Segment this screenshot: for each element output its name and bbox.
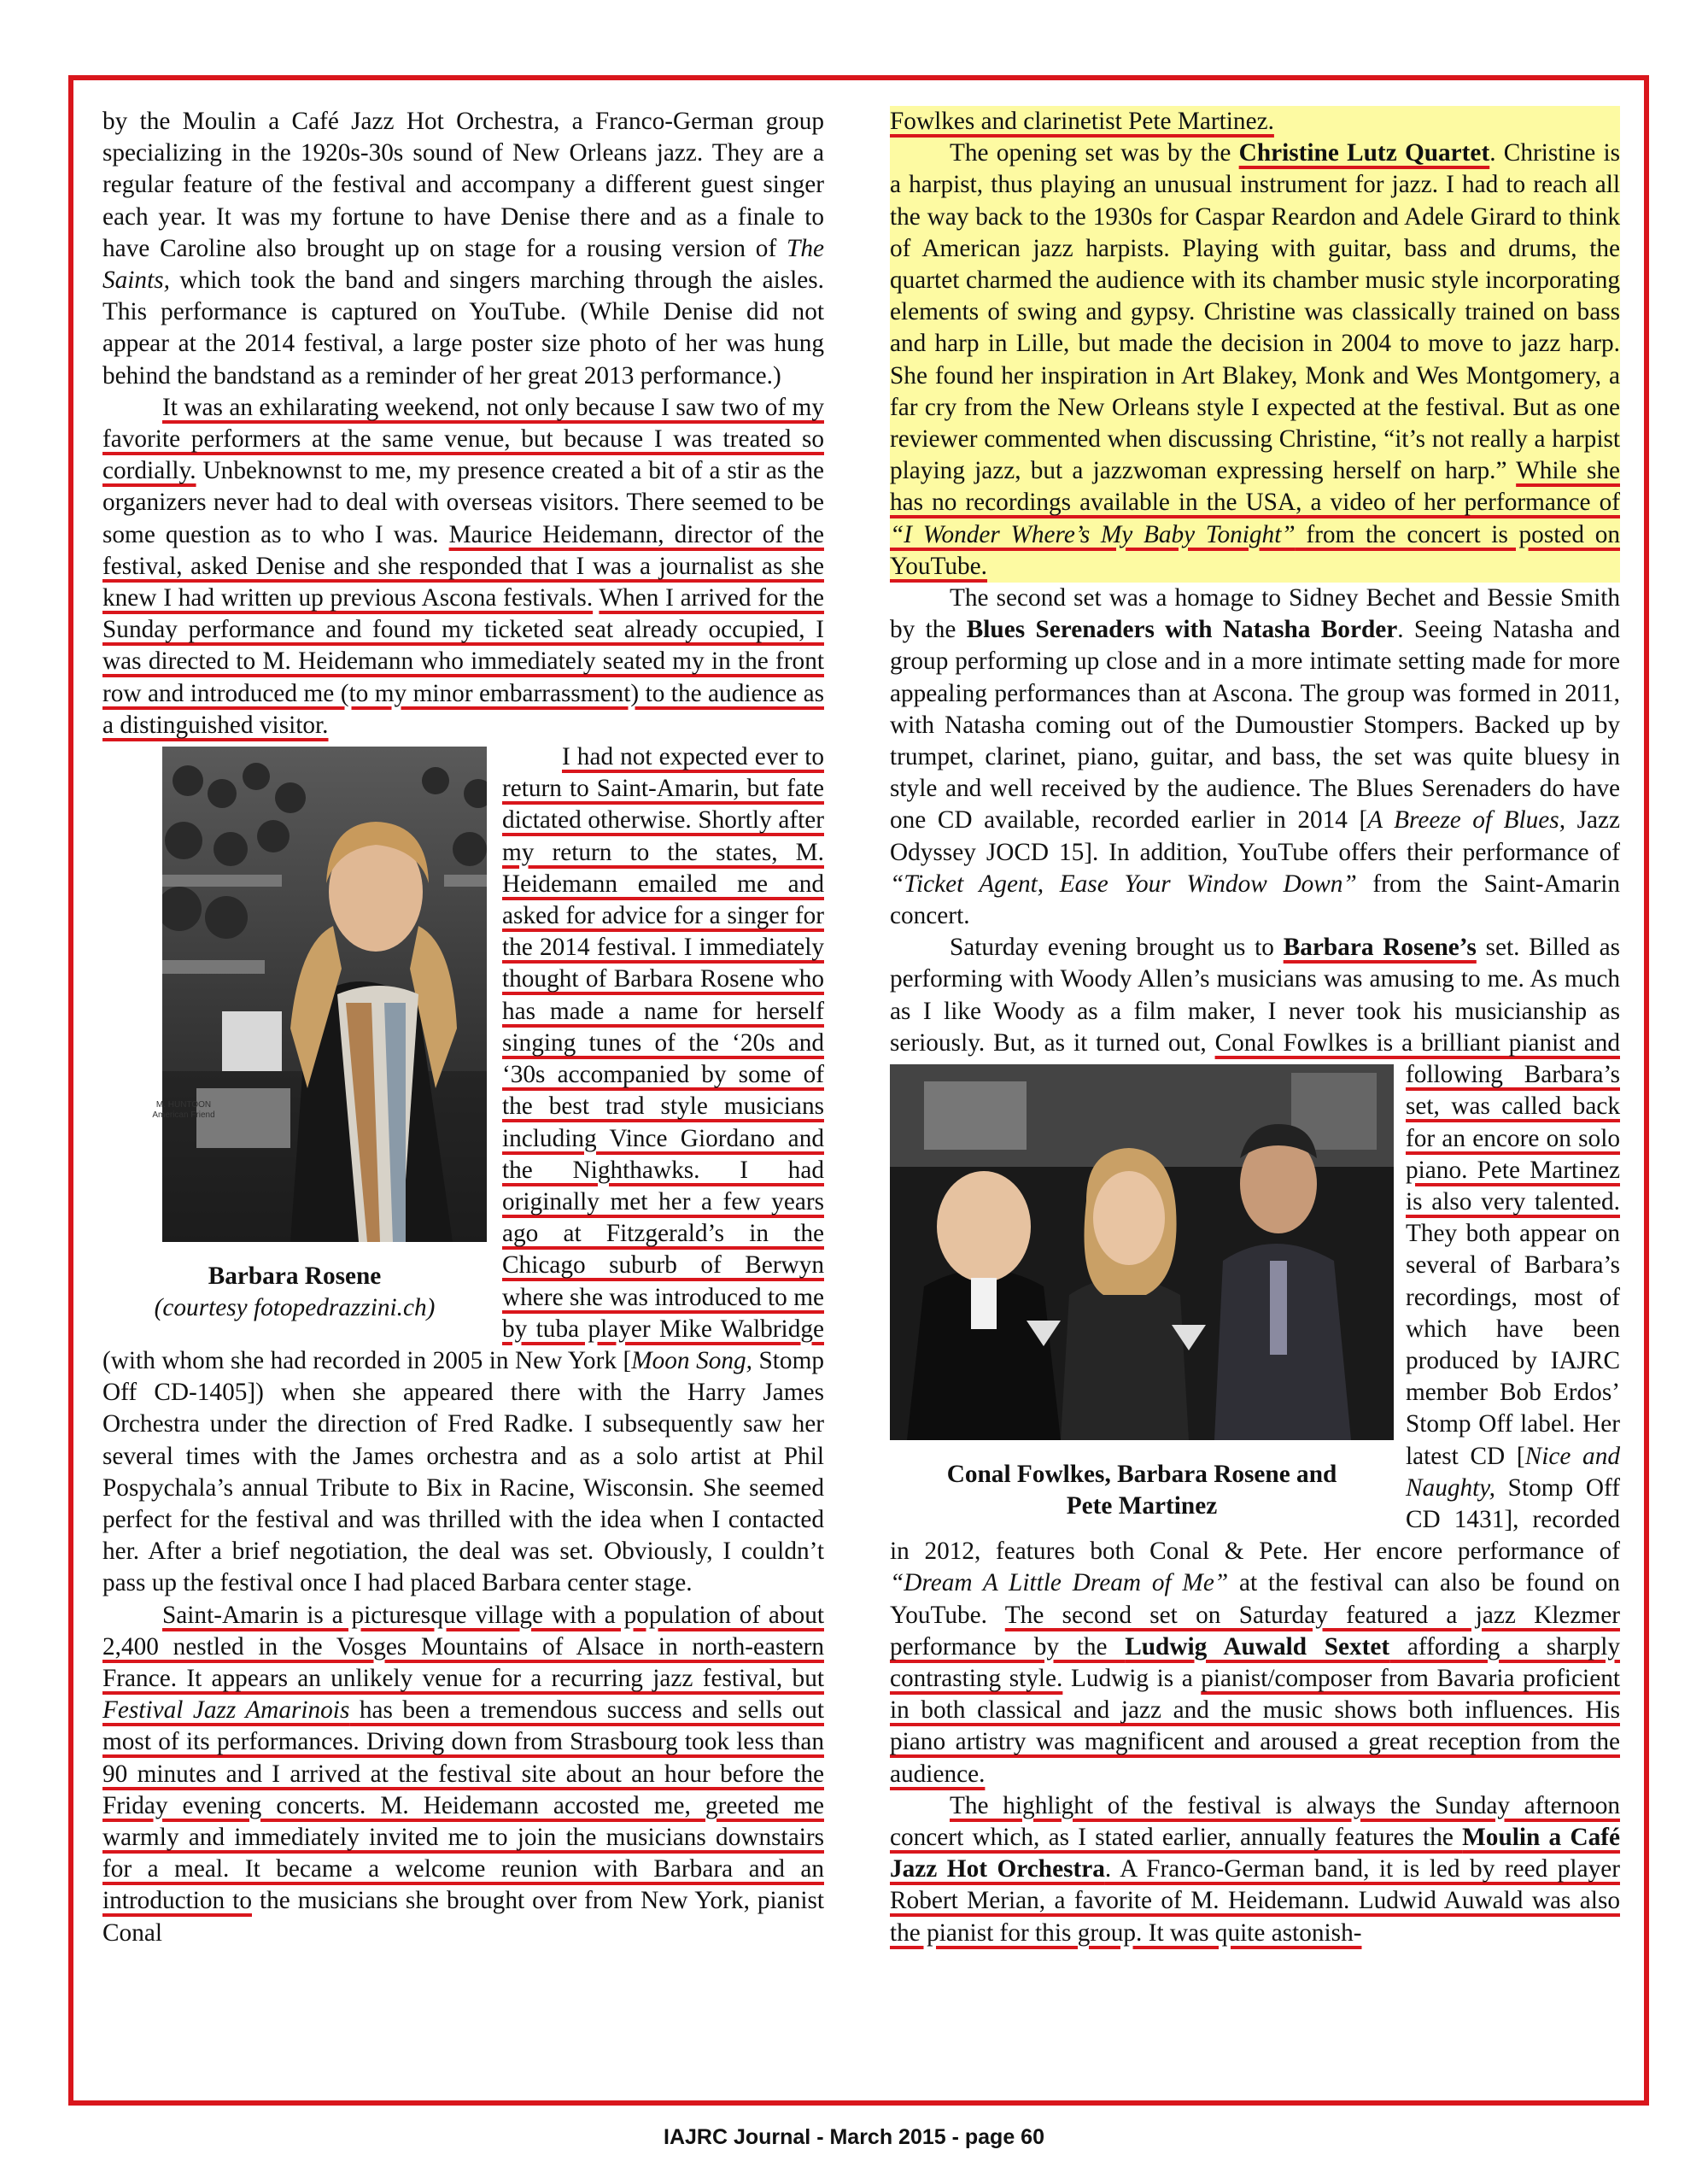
paragraph: The second set was a homage to Sidney Bechet and Bessie Smith by the Blues Serenaders with Natasha Border. Seeing Natasha and group performing up close and in a more intimate setting made for more appealing performances than at Ascona. The group was formed in 2011, with Natasha coming out of the Dumoustier Stompers. Backed up by trumpet, clarinet, piano, guitar, and bass, the set was quite bluesy in style and well received by the audience. The Blues Serenaders do have one CD available, recorded earlier in 2014 [A Breeze of Blues, Jazz Odyssey JOCD 15]. In addition, YouTube offers their performance of “Ticket Agent, Ease Your Window Down” from the Saint-Amarin concert. bbox=[890, 584, 1621, 930]
photo-image bbox=[890, 1064, 1394, 1440]
caption-name: Barbara Rosene bbox=[208, 1262, 382, 1291]
highlighted-block bbox=[890, 106, 1620, 583]
paragraph: It was an exhilarating weekend, not only because I saw two of my favorite performers at the same venue, but because I was treated so cordially. Unbeknownst to me, my presence created a bit of a stir as the organizers never had to deal with overseas visitors. There seemed to be some question as to who I was. Maurice Heidemann, director of the festival, asked Denise and she responded that I was a journalist as she knew I had written up previous Ascona festivals. When I arrived for the Sunday performance and found my ticketed seat already occupied, I was directed to M. Heidemann who immediately seated my in the front row and introduced me (to my minor embarrassment) to the audience as a distinguished visitor. bbox=[102, 393, 825, 739]
photo-figure bbox=[102, 747, 487, 1324]
paragraph: Saturday evening brought us to Barbara Rosene’s set. Billed as performing with Woody Allen’s musicians was amusing to me. As much as I like Woody as a film maker, I never took his musicianship as seriously. But, as it turned out, Conal Fowlkes, Barbara Rosene and Pete Martinez Conal Fowlkes is a brilliant pianist and following Barbara’s set, was called back for an encore on solo piano. Pete Martinez is also very talented. They both appear on several of Barbara’s recordings, most of which have been produced by IAJRC member Bob Erdos’ Stomp Off label. Her latest CD [Nice and Naughty, Stomp Off CD 1431], recorded in 2012, features both Conal & Pete. Her encore performance of “Dream A Little Dream of Me” at the festival can also be found on YouTube. The second set on Saturday featured a jazz Klezmer performance by the Ludwig Auwald Sextet affording a sharply contrasting style. Ludwig is a pianist/composer from Bavaria proficient in both classical and jazz and the music shows both influences. His piano artistry was magnificent and aroused a great reception from the audience. bbox=[890, 934, 1621, 1788]
photo-figure bbox=[890, 1064, 1394, 1522]
photo-image bbox=[162, 747, 487, 1242]
paragraph: Fowlkes and clarinetist Pete Martinez. bbox=[890, 108, 1274, 135]
caption-credit: (courtesy fotopedrazzini.ch) bbox=[154, 1294, 436, 1322]
photo-group bbox=[890, 1064, 1394, 1449]
paragraph: The opening set was by the Christine Lutz Quartet. Christine is a harpist, thus playing an unusual instrument for jazz. I had to reach all the way back to the 1930s for Caspar Reardon and Adele Girard to think of American jazz harpists. Playing with guitar, bass and drums, the quartet charmed the audience with its chamber music style incorporating elements of swing and gypsy. Christine was classically trained on bass and harp in Lille, but made the decision in 2004 to move to jazz harp. She found her inspiration in Art Blakey, Monk and Wes Montgomery, a far cry from the New Orleans style I expected at the festival. But as one reviewer commented when discussing Christine, “it’s not really a harpist playing jazz, but a jazzwoman expressing herself on harp.” While she has no recordings available in the USA, a video of her performance of “I Wonder Where’s My Baby Tonight” from the concert is posted on YouTube. bbox=[890, 139, 1620, 580]
paragraph: The highlight of the festival is always the Sunday afternoon concert which, as I stated earlier, annually features the Moulin a Café Jazz Hot Orchestra. A Franco-German band, it is led by reed player Robert Merian, a favorite of M. Heidemann. Ludwid Auwald was also the pianist for this group. It was quite astonish- bbox=[890, 1791, 1621, 1947]
caption-name: Conal Fowlkes, Barbara Rosene and Pete Martinez bbox=[946, 1461, 1337, 1520]
right-column bbox=[890, 106, 1620, 1949]
paragraph: Saint-Amarin is a picturesque village with a population of about 2,400 nestled in the Vosges Mountains of Alsace in north-eastern France. It appears an unlikely venue for a recurring jazz festival, but Festival Jazz Amarinois has been a tremendous success and sells out most of its performances. Driving down from Strasbourg took less than 90 minutes and I arrived at the festival site about an hour before the Friday evening concerts. M. Heidemann accosted me, greeted me warmly and immediately invited me to join the musicians downstairs for a meal. It became a welcome reunion with Barbara and an introduction to the musicians she brought over from New York, pianist Conal bbox=[102, 1601, 825, 1947]
paragraph: by the Moulin a Café Jazz Hot Orchestra, a Franco-German group specializing in the 1920s-30s sound of New Orleans jazz. They are a regular feature of the festival and accompany a different guest singer each year. It was my fortune to have Denise there and as a finale to have Caroline also brought up on stage for a rousing version of The Saints, which took the band and singers marching through the aisles. This performance is captured on YouTube. (While Denise did not appear at the 2014 festival, a large poster size photo of her was hung behind the bandstand as a reminder of her great 2013 performance.) bbox=[102, 108, 824, 390]
photo-barbara-rosene bbox=[102, 747, 487, 1251]
name-badge: M. HUNTOON American Friend bbox=[152, 1100, 215, 1121]
left-column bbox=[102, 106, 824, 1949]
photo-caption bbox=[102, 1261, 487, 1324]
paragraph: M. HUNTOON American Friend Barbara Rosene (courtesy fotopedrazzini.ch) I had not expected ever to return to Saint-Amarin, but fate dictated otherwise. Shortly after my return to the states, M. Heidemann emailed me and asked for advice for a singer for the 2014 festival. I immediately thought of Barbara Rosene who has made a name for herself singing tunes of the ‘20s and ‘30s accompanied by some of the best trad style musicians including Vince Giordano and the Nighthawks. I had originally met her a few years ago at Fitzgerald’s in the Chicago suburb of Berwyn where she was introduced to me by tuba player Mike Walbridge (with whom she had recorded in 2005 in New York [Moon Song, Stomp Off CD-1405]) when she appeared there with the Harry James Orchestra under the direction of Fred Radke. I subsequently saw her several times with the James orchestra and as a solo artist at Phil Pospychala’s annual Tribute to Bix in Racine, Wisconsin. She seemed perfect for the festival and was thrilled with the idea when I contacted her. After a brief negotiation, the deal was set. Obviously, I couldn’t pass up the festival once I had placed Barbara center stage. bbox=[102, 743, 825, 1597]
page-footer: IAJRC Journal - March 2015 - page 60 bbox=[664, 2125, 1044, 2149]
photo-caption bbox=[890, 1459, 1394, 1522]
